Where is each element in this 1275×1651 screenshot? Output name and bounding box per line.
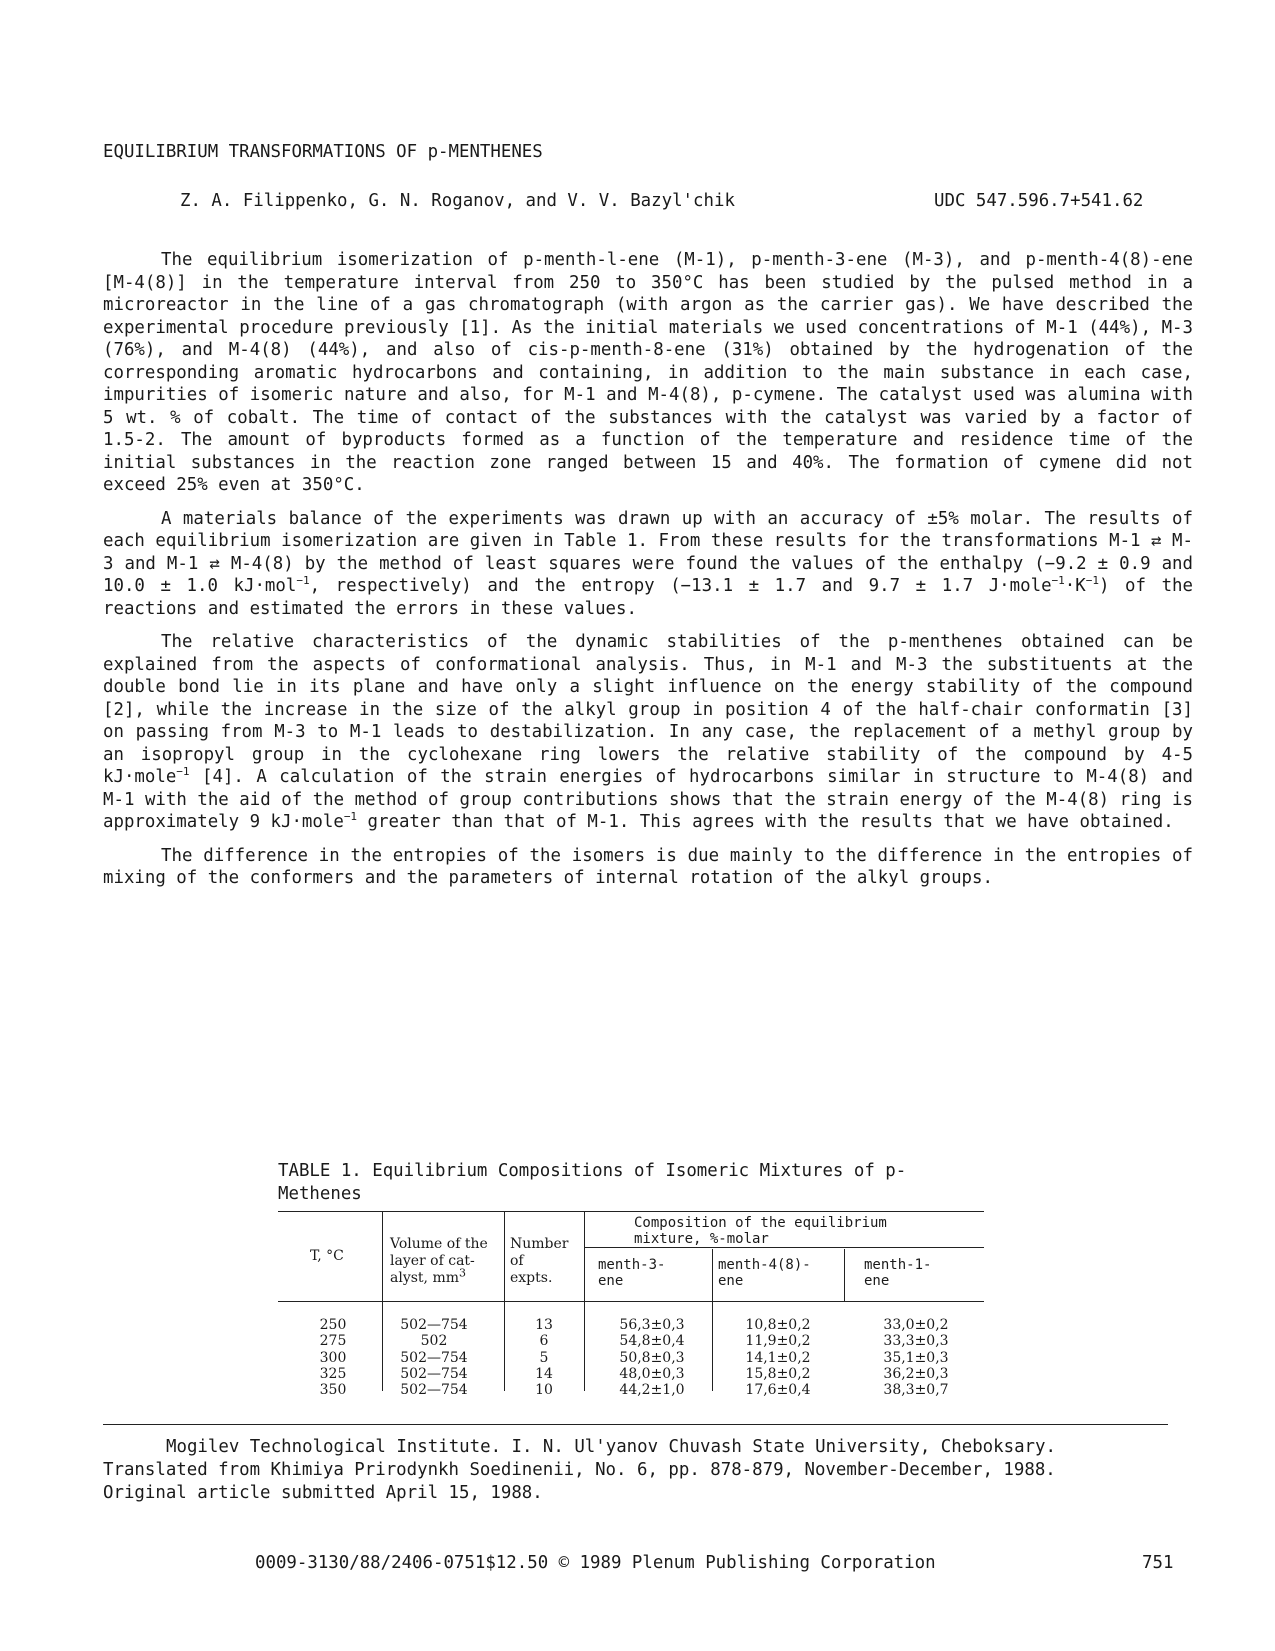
header-number-of-expts (510, 1236, 568, 1287)
header-temperature: T, °C (310, 1248, 344, 1264)
header-line: ene (864, 1273, 890, 1289)
header-line: menth-1- (864, 1257, 932, 1273)
paragraph-1: The equilibrium isomerization of p-menth-l-ene (M-1), p-menth-3-ene (M-3), and p-menth-4(8)-ene [M-4(8)] in the temperature interval from 250 to 350°C has been studied by the pulsed method in a microreactor in the line of a gas chromatograph (with argon as the carrier gas). We have described the experimental procedure previously [1]. As the initial materials we used concentrations of M-1 (44%), M-3 (76%), and M-4(8) (44%), and also of cis-p-menth-8-ene (31%) obtained by the hydrogenation of the corresponding aromatic hydrocarbons and containing, in addition to the main substance in each case, impurities of isomeric nature and also, for M-1 and M-4(8), p-cymene. The catalyst used was alumina with 5 wt. % of cobalt. The time of contact of the substances with the catalyst was varied by a factor of 1.5-2. The amount of byproducts formed as a function of the temperature and residence time of the initial substances in the reaction zone ranged between 15 and 40%. The formation of cymene did not exceed 25% even at 350°C. (103, 250, 1193, 495)
table-cell: 15,8±0,2 (745, 1365, 811, 1382)
header-number-line: expts. (510, 1270, 553, 1286)
superscript: −1 (1051, 574, 1065, 588)
paragraph-2-part-b: , respectively) and the entropy (−13.1 ± 1.7 and 9.7 ± 1.7 J·mole (309, 576, 1052, 596)
affiliation-footnote (103, 1436, 1183, 1505)
table-cell: 48,0±0,3 (619, 1365, 685, 1382)
table-cell: 502 (420, 1333, 448, 1350)
paragraph-4: The difference in the entropies of the isomers is due mainly to the difference in the entropies of mixing of the conformers and the parameters of internal rotation of the alkyl groups. (103, 845, 1193, 888)
header-number-line: of (510, 1253, 524, 1269)
header-number-line: Number (510, 1236, 569, 1252)
table-cell: 33,3±0,3 (883, 1333, 949, 1350)
page-number: 751 (1142, 1553, 1174, 1573)
article-authors: Z. A. Filippenko, G. N. Roganov, and V. V. Bazyl'chik (180, 191, 735, 211)
table-cell: 325 (319, 1365, 347, 1382)
table-cell: 35,1±0,3 (883, 1349, 949, 1366)
header-volume-line (390, 1266, 488, 1287)
translation-line: Translated from Khimiya Prirodynkh Soedinenii, No. 6, pp. 878-879, November-December, 1988. (103, 1460, 1056, 1480)
table-cell: 14,1±0,2 (745, 1349, 811, 1366)
table-cell: 56,3±0,3 (619, 1317, 685, 1333)
table-cell: 250 (319, 1317, 347, 1333)
table-cell: 350 (319, 1382, 347, 1399)
header-composition (634, 1215, 887, 1247)
column-number (504, 1317, 584, 1398)
header-line: ene (598, 1273, 624, 1289)
superscript: −1 (176, 765, 190, 779)
table-subheader-rule (584, 1247, 984, 1248)
header-volume-line: Volume of the (390, 1236, 488, 1252)
table-cell: 502—754 (400, 1382, 468, 1399)
table-cell: 502—754 (400, 1349, 468, 1366)
table-cell: 10 (535, 1382, 553, 1399)
footnote-rule (103, 1424, 1168, 1425)
table-cell: 6 (539, 1333, 549, 1350)
column-menth-1-ene (852, 1317, 980, 1398)
column-menth-4-8-ene (718, 1317, 838, 1398)
affiliation-line: Mogilev Technological Institute. I. N. Ul'yanov Chuvash State University, Cheboksary. (166, 1437, 1056, 1457)
table-cell: 33,0±0,2 (883, 1317, 949, 1333)
header-volume-unit: alyst, mm (390, 1270, 459, 1286)
table-col-divider (382, 1211, 383, 1391)
table-col-divider (584, 1211, 585, 1391)
header-composition-line: mixture, %-molar (634, 1231, 769, 1247)
header-volume (390, 1236, 488, 1287)
paragraph-3-part-c: greater than that of M-1. This agrees with the results that we have obtained. (357, 812, 1174, 832)
table-top-rule (278, 1211, 984, 1212)
table-cell: 38,3±0,7 (883, 1382, 949, 1399)
superscript: 3 (459, 1266, 466, 1280)
header-line: ene (718, 1273, 744, 1289)
table-cell: 17,6±0,4 (745, 1382, 811, 1399)
table-cell: 50,8±0,3 (619, 1349, 685, 1366)
column-temperature (308, 1317, 358, 1398)
superscript: −1 (1085, 574, 1099, 588)
table-cell: 13 (535, 1317, 553, 1333)
paragraph-2-part-d: ) of the reactions and estimated the errors in these values. (103, 576, 1193, 619)
superscript: −1 (343, 810, 358, 824)
paragraph-2-part-c: ·K (1064, 576, 1086, 596)
header-volume-line: layer of cat- (390, 1253, 475, 1269)
table-cell: 502—754 (400, 1317, 468, 1333)
table-cell: 54,8±0,4 (619, 1333, 685, 1350)
paragraph-2-part-a: A materials balance of the experiments was drawn up with an accuracy of ±5% molar. The results of each equilibrium isomerization are given in Table 1. From these results for the transformations M-1 ⇄ M-3 and M-1 ⇄ M-4(8) by the method of least squares were found the values of the enthalpy (−9.2 ± 0.9 and 10.0 ± 1.0 kJ·mol (103, 508, 1193, 596)
header-menth-3-ene (598, 1257, 665, 1289)
paragraph-3-part-b: [4]. A calculation of the strain energies of hydrocarbons similar in structure to M-4(8) and M-1 with the aid of the method of group contributions shows that the strain energy of the M-4(8) ring is approximately 9 kJ·mole (103, 767, 1193, 832)
table-cell: 502—754 (400, 1365, 468, 1382)
table-col-divider (712, 1249, 713, 1391)
paragraph-2 (103, 508, 1193, 621)
copyright-line: 0009-3130/88/2406-0751$12.50 © 1989 Plenum Publishing Corporation (255, 1553, 936, 1573)
header-composition-line: Composition of the equilibrium (634, 1215, 887, 1231)
table-cell: 36,2±0,3 (883, 1365, 949, 1382)
submission-line: Original article submitted April 15, 1988. (103, 1483, 543, 1503)
udc-code: UDC 547.596.7+541.62 (934, 191, 1144, 211)
superscript: −1 (296, 574, 310, 588)
table-cell: 44,2±1,0 (619, 1382, 685, 1399)
table-caption (278, 1160, 998, 1206)
table-header-rule (278, 1301, 984, 1302)
column-menth-3-ene (596, 1317, 708, 1398)
header-line: menth-4(8)- (718, 1257, 811, 1273)
article-title: EQUILIBRIUM TRANSFORMATIONS OF p-MENTHENES (103, 142, 543, 162)
header-menth-1-ene (864, 1257, 931, 1289)
table-cell: 14 (535, 1365, 553, 1382)
table-caption-line-2: Methenes (278, 1184, 362, 1204)
column-volume (386, 1317, 482, 1398)
header-line: menth-3- (598, 1257, 666, 1273)
paragraph-3-part-a: The relative characteristics of the dynamic stabilities of the p-menthenes obtained can be explained from the aspects of conformational analysis. Thus, in M-1 and M-3 the substituents at the double bond lie in its plane and have only a slight influence on the energy stability of the compound [2], while the increase in the size of the alkyl group in position 4 of the half-chair conformatin [3] on passing from M-3 to M-1 leads to destabilization. In any case, the replacement of a methyl group by an isopropyl group in the cyclohexane ring lowers the relative stability of the compound by 4-5 kJ·mole (103, 632, 1193, 787)
header-menth-4-8-ene (718, 1257, 811, 1289)
table-col-divider (844, 1249, 845, 1301)
table-cell: 275 (319, 1333, 347, 1350)
article-body (103, 249, 1193, 901)
table-cell: 11,9±0,2 (745, 1333, 811, 1350)
table-cell: 5 (539, 1349, 549, 1366)
table-cell: 10,8±0,2 (745, 1317, 811, 1333)
table-caption-line-1: TABLE 1. Equilibrium Compositions of Isomeric Mixtures of p- (278, 1161, 907, 1181)
composition-table (278, 1211, 984, 1399)
table-cell: 300 (319, 1349, 347, 1366)
paragraph-3 (103, 631, 1193, 834)
